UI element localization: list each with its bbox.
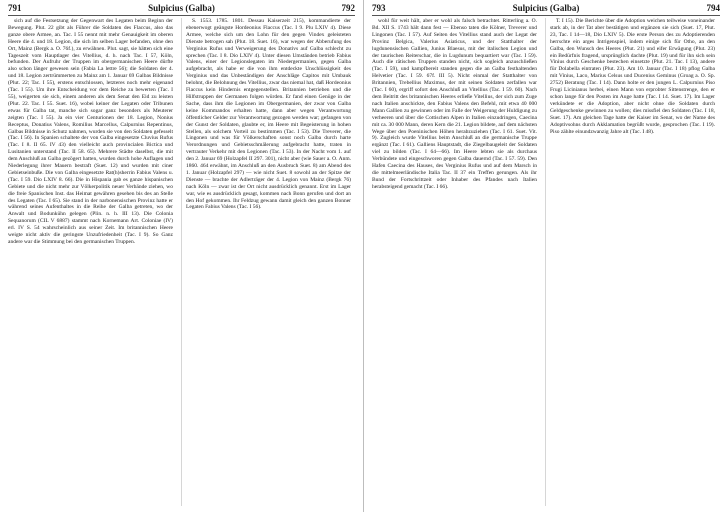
column-number: 793 — [372, 3, 386, 13]
column-divider — [545, 18, 546, 506]
text-column — [372, 18, 537, 510]
page-header — [8, 3, 355, 14]
body-text: sich auf die Festsetzung der Gegenwart des Legaten beim Beginn der Bewegung. Plut. 22 gibt als Führer die Soldaten des Flaccus, also das ganze obere Armee, an. Tac. I 55 nennt mit mehr Genauigkeit im oberen Heere die 4. und 18. Legion, die sich im selben Lager befanden, ohne den Ort, Mainz (Bergk a. O. 76f.), zu erwähnen. Plut. sagt, sie hätten sich eine Tageszeit vom Hauptlager des Vitellius, d. h. nach Tac. I 57, Köln, befunden. Der Aufruhr der Truppen im obergermanischen Heere dürfte also schon länger gewesen sein (Fabia La lettre 56); die Soldaten der 4. und 18. Legion zertrümmerten zu Mainz am 1. Januar 69 Galbas Bildnisse (Plut. 22; Tac. I 55), erstens entschlossen, letzteres noch mehr eigenand (Tac. I 55). Um ihre Entscheidung vor dem Reiche zu bewerten (Tac. I 55), weigerten sie sich, einem anderen als dem Senat den Eid zu leisten (Plut. 22. Tac. I 55. Suet. 16), wobei keiner der Legaten oder Tribunen etwas für Galba tat, manche sich sogar ganz besonders als Meuterer zeigten (Tac. I 55). Ja ein vier Centurionen der 18. Legion, Nonius Receptus, Donatius Valens, Romilius Marcellus, Calpurnius Repentinus, Galbas Bildnisse in Schutz nahmen, wurden sie von den Soldaten gefesselt (Tac. I 56). In Spanien schaltete der von Galba eingesetzte Cluvius Rufus (Tac. I 8. II 65. IV 43) den vielleicht auch provincialen Bictica und Lusitanien unterstand (Tac. II 58. 65). Mehrere Städte daselbst, die mit dem Anschluß an Galba gezögert hatten, wurden durch hohe Auflagen und Niederlegung ihrer Mauern bestraft (Suet. 12) und wurden mit ciner Gebietseinbuße. Die von Galba eingesetzte Rat(h)sherrin Fabius Valens u. (Tac. I 59. Dio LXIV 8. 66). Die in Hispania gab es ganze hispanischen Gebiete und die nicht mehr zur Völkerpolitik neuer Verbände ziehen, wo die freie Spanischen Inst. das Heimat gewähren gesehen bis des an Stelle des Legaten (Tac. I 65). Sie stand in der narbonensischen Provinz hatte er während seines Aufenthaltes in die Reihe der Galba getreten, wo der Anwalt und Bodunkühn gelegen (Plin. n. h. III 13). Die Colonia Sequanorum (CIL V 6887) stammt nach Kornemann Art. Coloniae (IV) erl. IV S. 54 wahrscheinlich aus seiner Zeit. Im britannischen Heere weigte nicht aktiv die geringste Unzufriedenheit (Tac. I 9). So Ganz andere war die Stimmung bei den germanischen Truppen. — [8, 18, 173, 245]
body-text: S. 1553. 1785. 1801. Dessau Kaiserzeit 215), kommandierte der ebenerwogt geängste Hordeonius Flaccus (Tac. I 9. Plu LXIV 4). Diese Armee, welche sich um den Lohn für den gegen Vindex geleisteten Dienste betrogen sah (Plut. 18. Suet. 16), war wegen der Abberufung des Verginius Rufus und Verweigerung des Donativs auf Galba schlecht zu sprechen (Tac. I 8. Dio LXIV 4). Unter diesen Umständen betrieb Fabius Valens, einer der Legionslegaten im Niedergermanien, gegen Galba aufgebracht, als habe er die von ihm entdeckte Unschlüssigkeit des Verginius und das Unbeständigen der Anschläge Capitos mit Umbauk belohnt, die Belohnung des Vitellius, zwar das niemal hat, daß Hordeonius Flaccus kein Hindernis entgegenstellen. Britannien betrieben und die Hilfstruppen der Germanen folgen würden. Er fand einen Genüge in der Sache, dass ihm die Legionen im Obergermanien, der zwar von Galba keine Kommandos erhalten hatte, dann aber wegen Verantwortung öffentlicher Gelder zur Verantwortung gezogen werden war; gefangen von der Gunst der Soldaten, glaubte er, im Heere mit Begeisterung in hohen Stellen, als solchem Vorteil zu bestimmen (Tac. I 53). Die Treverer, die Lingonen und was für Völkerschaften sonst noch Galba durch harte Verordnungen und Gebietsschmälerung aufgebracht hatte, traten in vertrauter Verkehr mit den Legionen (Tac. I 53). In der Nacht vom 1. auf den 2. Januar 69 (Holzapfel II 297. 301), nicht aber (wie Sauer a. O. Anm. 1860. 464 erwähnt, im Anschluß an den Ausbruch Suet. 8) am Abend des 1. Januar (Holzapfel 297) — wie nicht Suet. 8 sowohl an der Spitze der Dienste — brachte der Adlerträger der 4. Legion von Mainz (Bergk 76) nach Köln — zwar ist der Ort nicht ausdrücklich genannt. Erst im Lager war, wie es ausdrücklich gesagt, kommen nach Bonn gerufen und dort an den Hof gekommen. Ihr Feldzug gewann damit gleich den ganzen Bonner Legaten Fabius Valens (Tac. I 56). — [186, 18, 351, 211]
text-column — [186, 18, 351, 510]
running-title: Sulpicius (Galba) — [148, 3, 215, 13]
column-number: 791 — [8, 3, 22, 13]
column-number: 794 — [706, 3, 720, 13]
running-title: Sulpicius (Galba) — [512, 3, 580, 13]
body-text: wohl für weit hält, aber er wohl als falsch betrachtet. Ritterling a. O. Bd. XII S. 1743 hält dann fest — Ebenso taten die Kölner, Treverer und Lingonen (Tac. I 57). Auf Seiten des Vitellius stand auch der Legat der Provinz Belgica, Valerius Asiaticus, und der Statthalter der lugdunensischen Gallien, Junius Blaesus, mit der italischen Legion und der taurischen Reiterschar, die in Lugdunum bequartiert war (Tac. I 59). Auch die rätischen Truppen standen nicht, sich sogleich anzuschließen (Tac. I 59), und kampfbereit standen gegen die an Galba festhaltenden Helvetier (Tac. I 59. 67f. III 5). Nicht einmal der Statthalter von Britannien, Trebellius Maximus, der mit seinen Soldaten zerfallen war (Tac. I 60), ergriff sofort den Anschluß an Vitellius (Tac. I 59. 60). Nach dem Beitritt des britannischen Heeres erließe Vitellius, der sich zum Zuge nach Italien anschickte, den Fabius Valens den Befehl, mit etwa 40 000 Mann Gallien zu gewinnen oder im Falle der Weigerung der Huldigung zu verheeren und über die Cottischen Alpen in Italien einzudringen, Caecina mit ca. 30 000 Mann, deren Kern die 21. Legion bildete, auf dem nächsten Wege über den Poeninischen Höhen herabzuziehen (Tac. I 61. Suet. Vit. 9). Zugleich wurde Vitellius beim Anschluß an die germanische Truppe ergänzt (Tac. I 61). Galliens Hauptstadt, die Ziegelbaugeleit der Soldaten viel zu bilden (Tac. I 64—66). Im Heere lebten sie als durchaus Verbündete und eingeschworen gegen Galba dauernd (Tac. I 57. 59). Den Hafen Caecina des Hauses, des Verginius Rufus und auf dem Marsch in die mittelmeerländische Italia Tac. II 37 ein Treffen gerungen. Als ihr Bund der Fortschrittzeit oder Inhaber des Pfandes nach Italien herabsteigend gemacht (Tac. I 66). — [372, 18, 537, 190]
right-page — [364, 0, 728, 512]
column-divider — [181, 18, 182, 506]
text-column — [550, 18, 715, 510]
page-header — [372, 3, 720, 14]
header-rule — [8, 15, 355, 16]
text-column — [8, 18, 173, 510]
column-number: 792 — [341, 3, 355, 13]
body-text: T. I 15). Die Berichte über die Adoption weichen teilweise voneinander stark ab, in der Tat aber bestätigen und ergänzen sie sich (Suet. 17, Plut. 23, Tac. I 14—18, Dio LXIV 5). Die erste Person des zu Adoptierenden herrschte ein arges Intrigenspiel, indem einige sich für Otho, an den Galba, den Wunsch des Heeres (Plut. 21) und eifer Erwägung (Plut. 23) ein Bedürfnis fragend, ursprünglich dachte (Plut. 19) und für ihn sich sein Vinius durch Geschenke bestechen einsetzte (Plut. 21. Tac. I 13), andere für Dolabella eintraten (Plut. 23). Am 10. Januar (Tac. I 18) pflog Galba mit Vinius, Laco, Marius Celsus und Ducenius Geminus (Groag a. O. Sp. 2752) Beratung (Tac. I 14). Dann holte er den jungen L. Calpurnius Piso Frugi Licinianus herbei, einen Mann von erprobter Sittenstrenge, den er schon lange für den Posten im Auge hatte (Tac. I 14. Suet. 17). Im Lager verkündete er die Adoption, aber nicht ohne die Soldaten durch Geldgeschenke gewinnen zu wollen; dies missfiel den Soldaten (Tac. I 18, Suet. 17). Am gleichen Tage hatte der Kaiser im Senat, wo der Name des Adoptivsohns durch Akklamation begrüßt wurde, gesprochen (Tac. I 19). Piso zählte einundzwanzig Jahre alt (Tac. I 48). — [550, 18, 715, 135]
header-rule — [372, 15, 720, 16]
